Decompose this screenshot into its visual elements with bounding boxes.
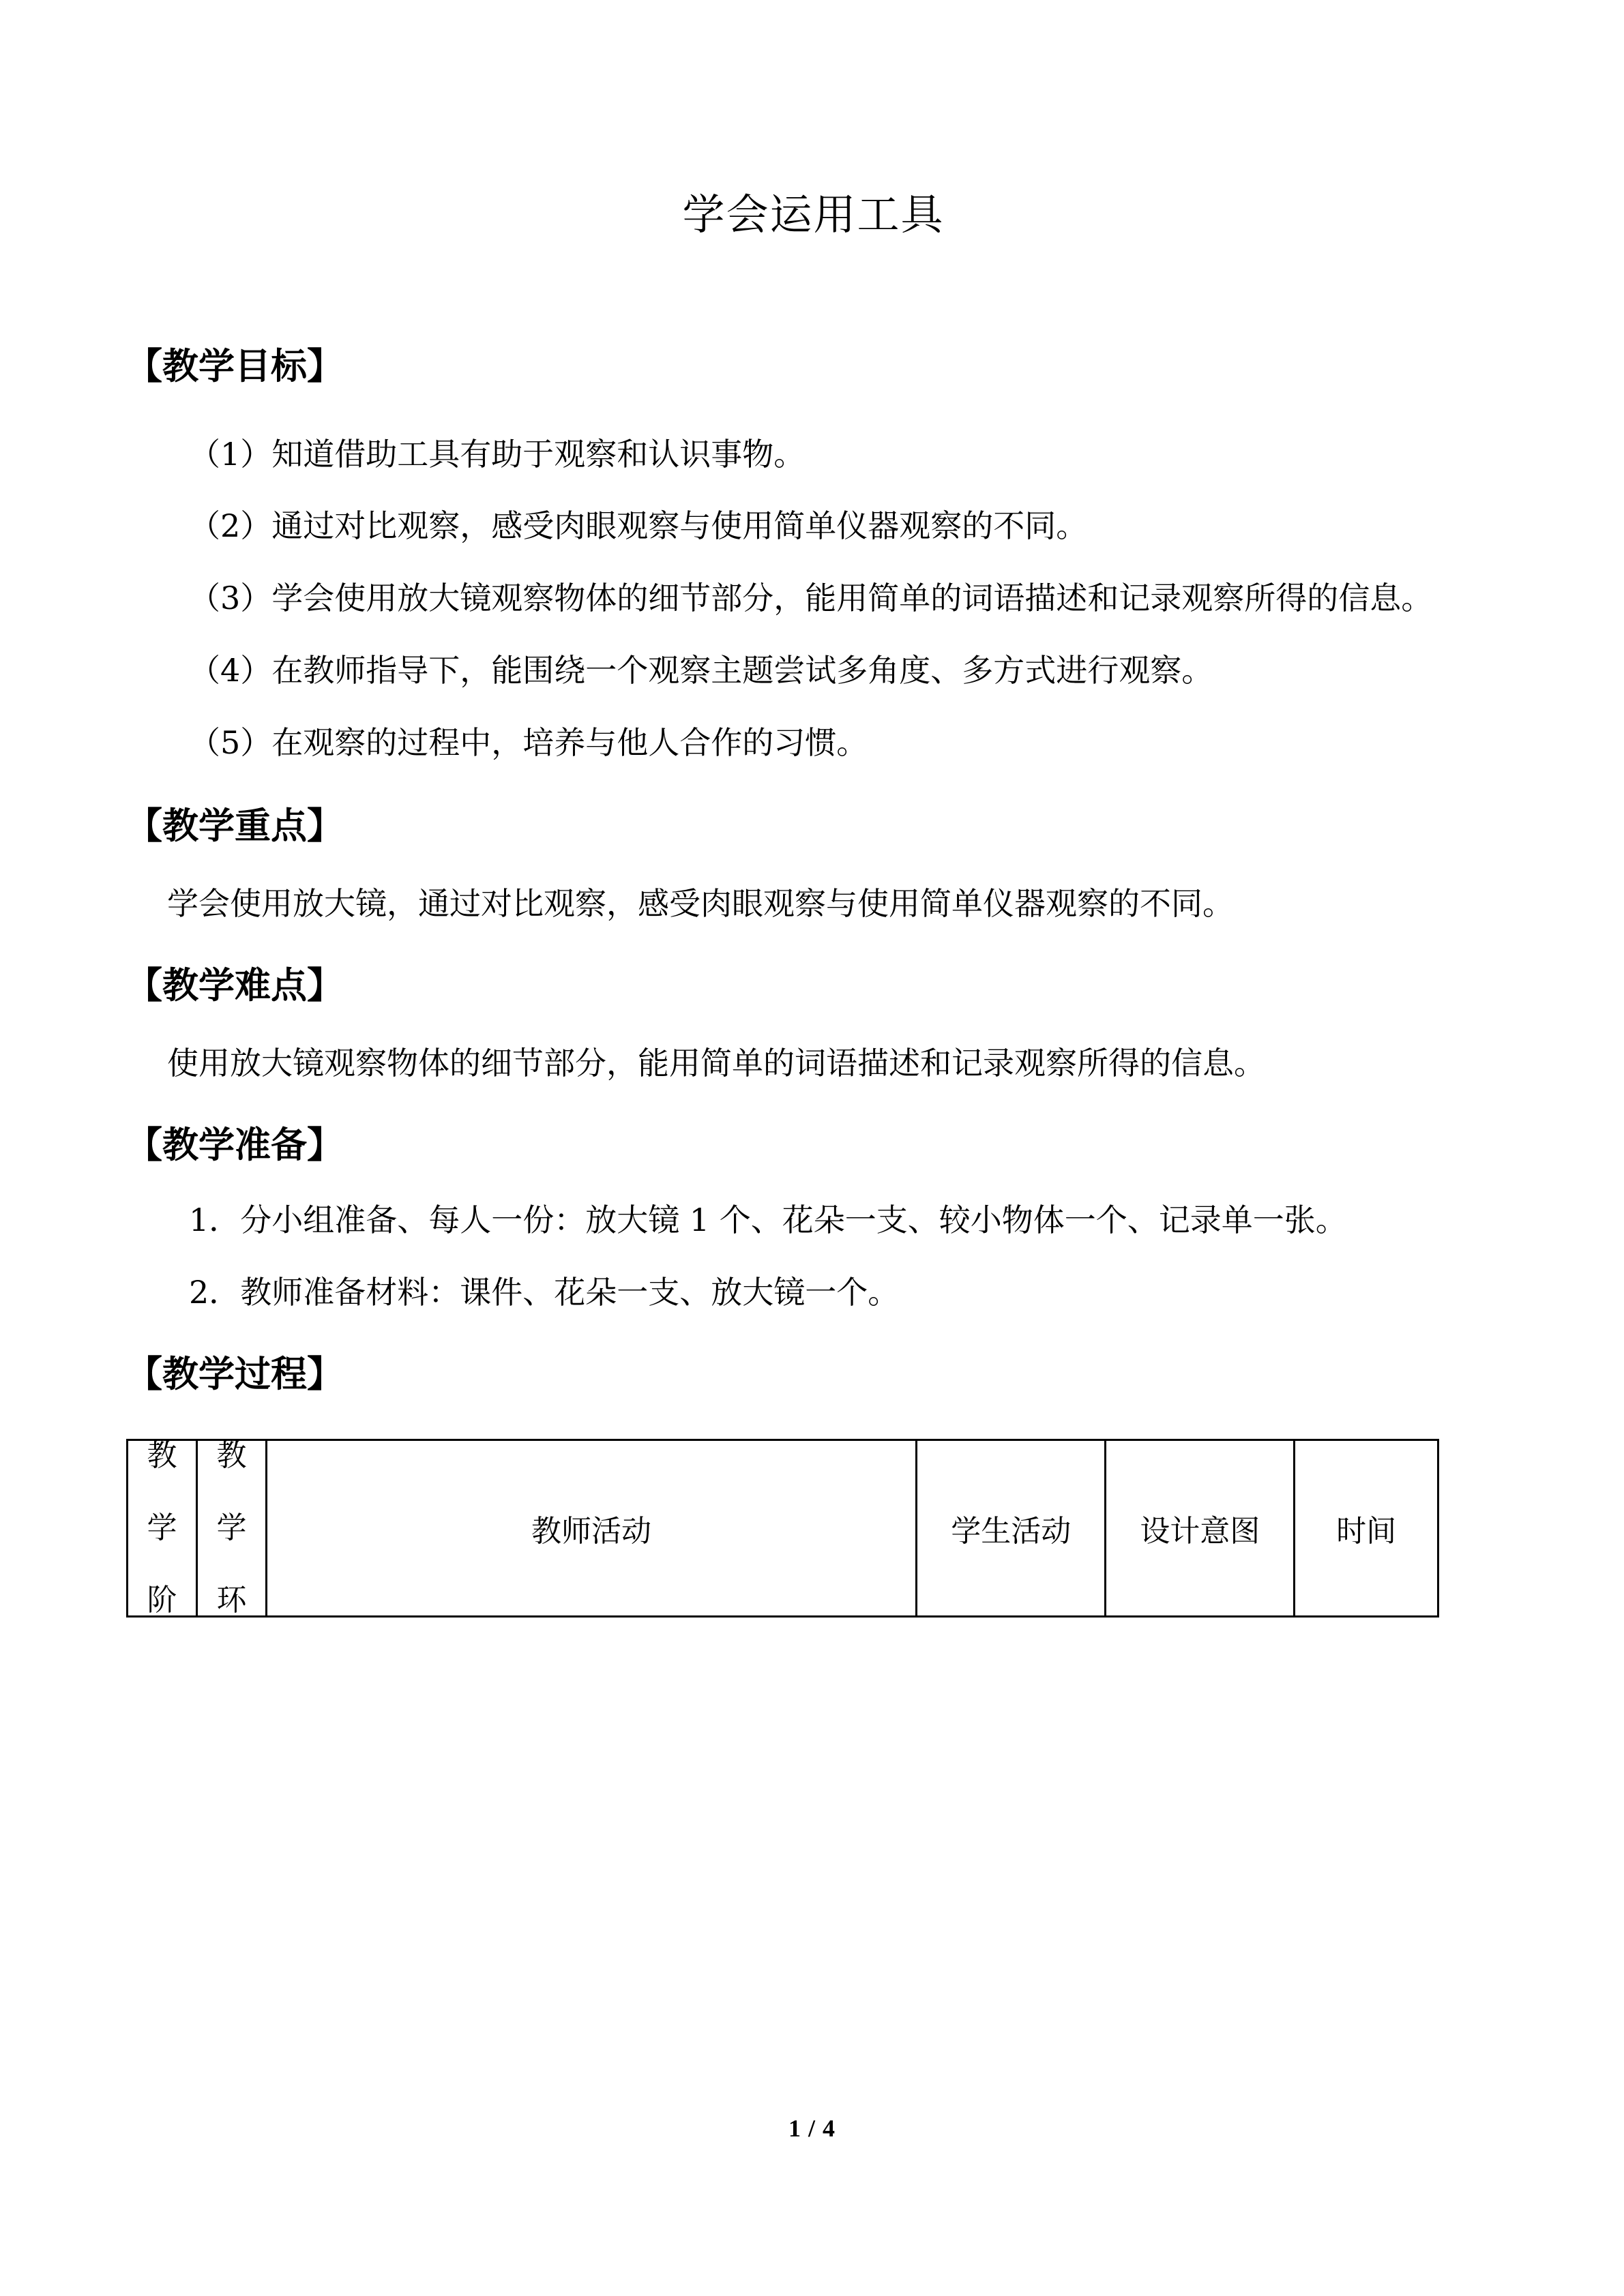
table-header-stage (128, 1437, 197, 1617)
goal-item-4: （4）在教师指导下，能围绕一个观察主题尝试多角度、多方式进行观察。 (189, 652, 1213, 689)
table-header-stage-char-1: 教 (147, 1437, 177, 1473)
table-header-teacher-activity: 教师活动 (266, 1440, 916, 1616)
table-header-stage-char-3: 阶 (147, 1582, 177, 1617)
section-heading-preparation: 【教学准备】 (126, 1123, 343, 1166)
section-heading-process: 【教学过程】 (126, 1352, 343, 1395)
difficulty-body: 使用放大镜观察物体的细节部分，能用简单的词语描述和记录观察所得的信息。 (167, 1044, 1265, 1082)
teaching-process-table (126, 1439, 1439, 1617)
table-header-row (128, 1440, 1438, 1616)
table-header-link (196, 1437, 266, 1617)
key-point-body: 学会使用放大镜，通过对比观察，感受肉眼观察与使用简单仪器观察的不同。 (167, 884, 1234, 922)
table-header-link-char-2: 学 (216, 1510, 247, 1545)
goal-item-2: （2）通过对比观察，感受肉眼观察与使用简单仪器观察的不同。 (189, 507, 1088, 545)
goal-item-5: （5）在观察的过程中，培养与他人合作的习惯。 (189, 724, 868, 761)
section-heading-difficulty: 【教学难点】 (126, 964, 343, 1007)
section-heading-key-point: 【教学重点】 (126, 804, 343, 847)
preparation-item-2: 2．教师准备材料：课件、花朵一支、放大镜一个。 (189, 1273, 900, 1311)
section-heading-goals: 【教学目标】 (126, 345, 343, 388)
table-header-time: 时间 (1295, 1440, 1438, 1616)
table-header-student-activity: 学生活动 (917, 1440, 1106, 1616)
page-footer: 1 / 4 (788, 2115, 836, 2142)
preparation-item-1: 1．分小组准备、每人一份：放大镜 1 个、花朵一支、较小物体一个、记录单一张。 (189, 1201, 1347, 1238)
table-header-link-char-3: 环 (216, 1582, 247, 1617)
table-header-link-char-1: 教 (216, 1437, 247, 1473)
page-title: 学会运用工具 (682, 190, 945, 239)
goal-item-3: （3）学会使用放大镜观察物体的细节部分，能用简单的词语描述和记录观察所得的信息。 (189, 580, 1433, 617)
table-header-stage-char-2: 学 (147, 1510, 177, 1545)
table-header-design-intent: 设计意图 (1106, 1440, 1295, 1616)
page-content (126, 0, 1501, 1617)
goal-item-1: （1）知道借助工具有助于观察和认识事物。 (189, 435, 806, 473)
